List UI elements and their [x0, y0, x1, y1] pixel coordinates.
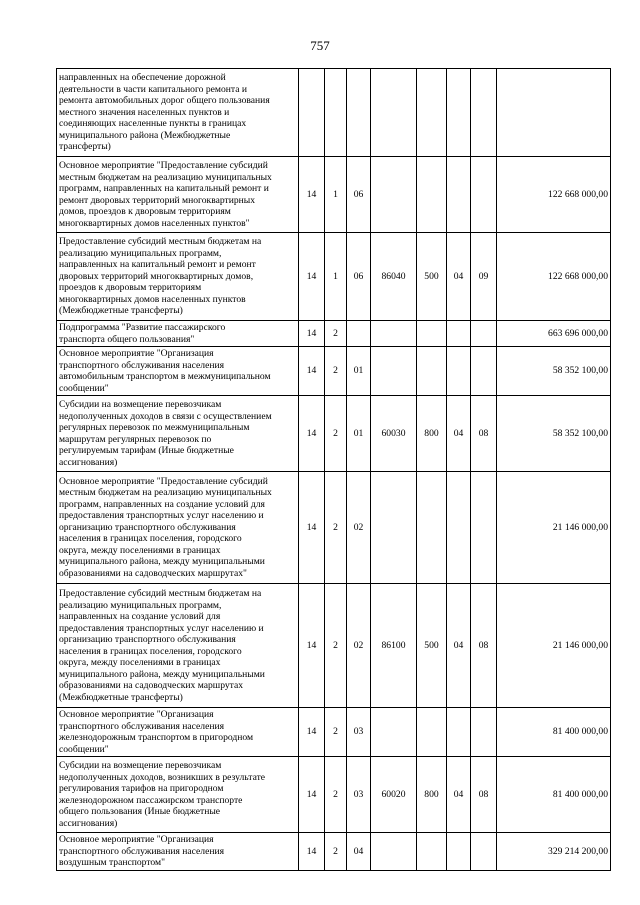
code-cell — [417, 69, 447, 157]
description-line: соединяющих населенные пункты в границах — [59, 118, 247, 130]
description-line: местного значения населенных пунктов и — [59, 106, 230, 118]
amount-cell: 58 352 100,00 — [497, 396, 611, 472]
code-cell: 01 — [347, 347, 371, 396]
code-cell — [471, 69, 497, 157]
description-line: трансферты) — [59, 141, 111, 153]
code-cell: 01 — [347, 396, 371, 472]
code-cell — [417, 708, 447, 757]
code-cell: 2 — [325, 833, 347, 871]
row-description — [57, 708, 299, 757]
code-cell: 2 — [325, 321, 347, 347]
description-line: автомобильным транспортом в межмуниципальном — [59, 371, 271, 382]
description-line: направленных на обеспечение дорожной — [59, 72, 226, 84]
code-cell: 2 — [325, 708, 347, 757]
code-cell: 04 — [447, 396, 471, 472]
code-cell: 04 — [347, 833, 371, 871]
code-cell: 14 — [299, 157, 325, 233]
table-row — [57, 157, 611, 233]
description-line: населения в границах поселения, городского — [59, 533, 242, 545]
code-cell — [471, 833, 497, 871]
code-cell — [471, 347, 497, 396]
description-line: предоставления транспортных услуг населению и — [59, 622, 264, 634]
amount-cell: 21 146 000,00 — [497, 472, 611, 584]
description-line: многоквартирных домов населенных пунктов — [59, 293, 246, 305]
description-line: предоставления транспортных услуг населению и — [59, 510, 264, 522]
code-cell: 14 — [299, 321, 325, 347]
code-cell — [417, 833, 447, 871]
code-cell — [447, 708, 471, 757]
description-line: домов, проездов к дворовым территориям — [59, 206, 231, 217]
description-line: программ, направленных на капитальный ремонт и — [59, 183, 269, 194]
row-description — [57, 472, 299, 584]
description-line: многоквартирных домов населенных пунктов" — [59, 217, 250, 229]
table-row — [57, 233, 611, 321]
amount-cell: 122 668 000,00 — [497, 157, 611, 233]
code-cell — [471, 157, 497, 233]
row-description — [57, 396, 299, 472]
code-cell: 2 — [325, 584, 347, 708]
code-cell — [417, 472, 447, 584]
description-line: транспортного обслуживания населения — [59, 845, 225, 857]
table-row — [57, 584, 611, 708]
code-cell: 2 — [325, 396, 347, 472]
description-line: местным бюджетам на реализацию муниципальных — [59, 487, 272, 499]
description-line: железнодорожном пассажирском транспорте — [59, 794, 243, 806]
code-cell — [347, 321, 371, 347]
code-cell — [371, 321, 417, 347]
description-line: муниципального района, между муниципальными — [59, 556, 265, 568]
description-line: транспортного обслуживания населения — [59, 720, 225, 732]
code-cell: 09 — [471, 233, 497, 321]
description-line: реализацию муниципальных программ, — [59, 599, 222, 611]
code-cell — [471, 472, 497, 584]
description-line: регулируемым тарифам (Иные бюджетные — [59, 445, 234, 456]
description-line: местным бюджетам на реализацию муниципальных — [59, 171, 272, 183]
description-line: недополученных доходов, возникших в результате — [59, 771, 266, 783]
code-cell — [447, 321, 471, 347]
description-line: ассигнования) — [59, 456, 118, 468]
description-line: муниципального района (Межбюджетные — [59, 129, 231, 141]
row-description — [57, 833, 299, 871]
description-line: округа, между поселениями в границах — [59, 657, 221, 668]
description-line: округа, между поселениями в границах — [59, 544, 221, 556]
row-description — [57, 584, 299, 708]
description-line: образованиями на садоводческих маршрутах — [59, 680, 244, 691]
code-cell: 08 — [471, 396, 497, 472]
code-cell — [471, 321, 497, 347]
description-line: направленных на капитальный ремонт и ремонт — [59, 259, 256, 271]
description-line: регулирования тарифов на пригородном — [59, 783, 224, 794]
code-cell: 06 — [347, 157, 371, 233]
description-line: ассигнования) — [59, 817, 118, 829]
code-cell — [371, 347, 417, 396]
description-line: ремонт дворовых территорий многоквартирных — [59, 194, 256, 206]
code-cell — [417, 347, 447, 396]
code-cell: 60030 — [371, 396, 417, 472]
description-line: проездов к дворовым территориям — [59, 282, 202, 294]
amount-cell: 81 400 000,00 — [497, 757, 611, 833]
description-line: маршрутам регулярных перевозок по — [59, 433, 212, 445]
code-cell: 86100 — [371, 584, 417, 708]
code-cell: 02 — [347, 472, 371, 584]
amount-cell: 663 696 000,00 — [497, 321, 611, 347]
description-line: дворовых территорий многоквартирных домов, — [59, 270, 254, 282]
description-line: общего пользования (Иные бюджетные — [59, 806, 221, 817]
code-cell: 03 — [347, 757, 371, 833]
code-cell: 08 — [471, 584, 497, 708]
description-line: Субсидии на возмещение перевозчикам — [59, 399, 222, 410]
code-cell — [371, 833, 417, 871]
table-row — [57, 757, 611, 833]
description-line: транспорта общего пользования" — [59, 333, 195, 345]
code-cell: 800 — [417, 396, 447, 472]
description-line: Основное мероприятие "Организация — [59, 348, 214, 359]
description-line: железнодорожным транспортом в пригородном — [59, 732, 254, 743]
code-cell: 500 — [417, 584, 447, 708]
description-line: транспортного обслуживания населения — [59, 359, 225, 371]
description-line: Субсидии на возмещение перевозчикам — [59, 760, 222, 771]
table-row — [57, 69, 611, 157]
code-cell: 14 — [299, 472, 325, 584]
code-cell — [371, 472, 417, 584]
code-cell — [325, 69, 347, 157]
description-line: сообщении" — [59, 743, 109, 755]
code-cell: 14 — [299, 708, 325, 757]
code-cell: 08 — [471, 757, 497, 833]
code-cell: 86040 — [371, 233, 417, 321]
page-number: 757 — [310, 38, 330, 53]
description-line: организацию транспортного обслуживания — [59, 521, 236, 533]
description-line: Предоставление субсидий местным бюджетам на — [59, 588, 262, 599]
table-row — [57, 396, 611, 472]
description-line: ремонта автомобильных дорог общего пользования — [59, 95, 270, 107]
table-row — [57, 833, 611, 871]
code-cell: 2 — [325, 472, 347, 584]
amount-cell: 122 668 000,00 — [497, 233, 611, 321]
description-line: недополученных доходов в связи с осуществлением — [59, 410, 272, 422]
description-line: образованиями на садоводческих маршрутах" — [59, 567, 247, 579]
row-description — [57, 157, 299, 233]
row-description — [57, 757, 299, 833]
code-cell: 500 — [417, 233, 447, 321]
code-cell: 1 — [325, 233, 347, 321]
code-cell — [471, 708, 497, 757]
code-cell: 14 — [299, 233, 325, 321]
description-line: населения в границах поселения, городского — [59, 645, 242, 657]
code-cell — [447, 347, 471, 396]
table-row — [57, 321, 611, 347]
table-row — [57, 708, 611, 757]
code-cell: 06 — [347, 233, 371, 321]
description-line: Предоставление субсидий местным бюджетам на — [59, 236, 262, 248]
code-cell: 2 — [325, 347, 347, 396]
description-line: деятельности в части капитального ремонта и — [59, 83, 248, 95]
code-cell: 02 — [347, 584, 371, 708]
row-description — [57, 69, 299, 157]
description-line: организацию транспортного обслуживания — [59, 634, 236, 645]
code-cell: 04 — [447, 584, 471, 708]
code-cell: 2 — [325, 757, 347, 833]
code-cell: 1 — [325, 157, 347, 233]
code-cell — [347, 69, 371, 157]
row-description — [57, 233, 299, 321]
code-cell — [371, 69, 417, 157]
description-line: Основное мероприятие "Предоставление субсидий — [59, 475, 268, 487]
code-cell: 14 — [299, 396, 325, 472]
code-cell: 04 — [447, 233, 471, 321]
description-line: (Межбюджетные трансферты) — [59, 691, 183, 703]
description-line: муниципального района, между муниципальными — [59, 668, 265, 680]
amount-cell: 81 400 000,00 — [497, 708, 611, 757]
code-cell — [417, 157, 447, 233]
code-cell: 14 — [299, 757, 325, 833]
table-row — [57, 472, 611, 584]
code-cell — [371, 708, 417, 757]
description-line: реализацию муниципальных программ, — [59, 247, 222, 259]
amount-cell: 21 146 000,00 — [497, 584, 611, 708]
code-cell — [371, 157, 417, 233]
amount-cell — [497, 69, 611, 157]
code-cell — [447, 157, 471, 233]
description-line: программ, направленных на создание условий для — [59, 498, 265, 510]
description-line: сообщении" — [59, 382, 109, 394]
code-cell — [447, 833, 471, 871]
code-cell: 800 — [417, 757, 447, 833]
description-line: (Межбюджетные трансферты) — [59, 305, 183, 317]
code-cell: 03 — [347, 708, 371, 757]
code-cell: 14 — [299, 584, 325, 708]
code-cell: 60020 — [371, 757, 417, 833]
description-line: Основное мероприятие "Организация — [59, 709, 214, 720]
code-cell — [299, 69, 325, 157]
code-cell — [417, 321, 447, 347]
description-line: направленных на создание условий для — [59, 611, 221, 622]
row-description — [57, 321, 299, 347]
amount-cell: 58 352 100,00 — [497, 347, 611, 396]
description-line: регулярных перевозок по межмуниципальным — [59, 422, 250, 433]
code-cell: 04 — [447, 757, 471, 833]
description-line: Основное мероприятие "Предоставление субсидий — [59, 160, 268, 171]
code-cell: 14 — [299, 347, 325, 396]
table-row — [57, 347, 611, 396]
code-cell: 14 — [299, 833, 325, 871]
description-line: Основное мероприятие "Организация — [59, 834, 214, 845]
row-description — [57, 347, 299, 396]
budget-table — [56, 68, 611, 871]
amount-cell: 329 214 200,00 — [497, 833, 611, 871]
description-line: Подпрограмма "Развитие пассажирского — [59, 322, 226, 333]
code-cell — [447, 69, 471, 157]
description-line: воздушным транспортом" — [59, 857, 166, 868]
code-cell — [447, 472, 471, 584]
